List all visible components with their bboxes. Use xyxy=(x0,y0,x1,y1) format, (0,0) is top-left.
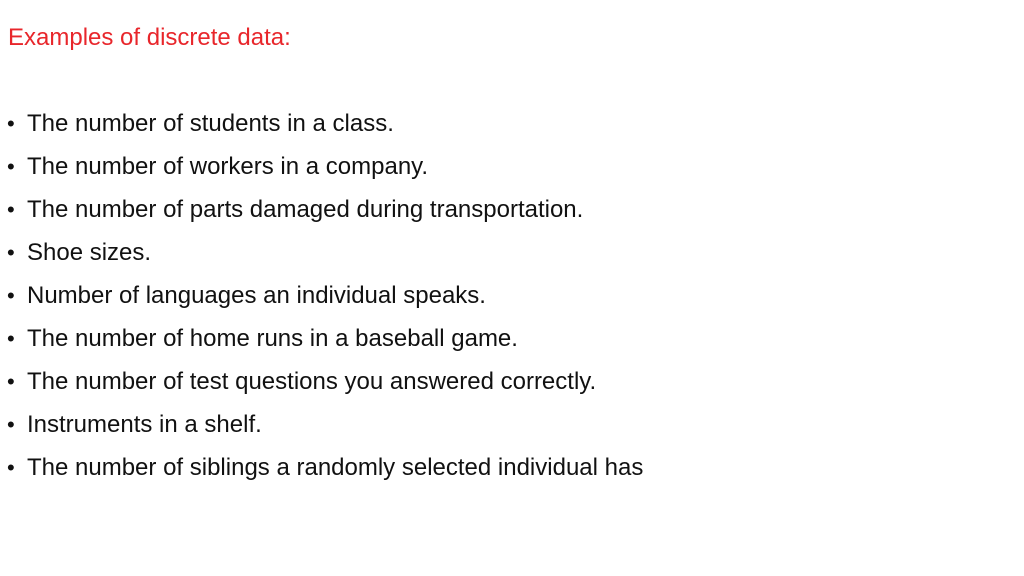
list-item xyxy=(7,275,643,318)
list-item-text: The number of test questions you answered correctly. xyxy=(27,367,597,395)
list-item-text: Shoe sizes. xyxy=(27,239,152,267)
list-item xyxy=(7,103,643,146)
bullet-icon: • xyxy=(7,197,15,223)
list-item xyxy=(7,146,643,189)
list-item xyxy=(7,189,643,232)
bullet-icon: • xyxy=(7,283,15,308)
list-item xyxy=(7,232,643,275)
list-item xyxy=(7,403,643,446)
list-item-text: Number of languages an individual speaks. xyxy=(27,282,486,309)
list-item-text: The number of siblings a randomly selected individual has xyxy=(27,453,644,481)
bullet-icon: • xyxy=(7,325,15,351)
bullet-icon: • xyxy=(7,454,15,480)
bullet-icon: • xyxy=(7,411,15,437)
list-item-text: The number of parts damaged during transportation. xyxy=(27,196,584,224)
list-item xyxy=(7,360,643,403)
list-item xyxy=(7,446,643,489)
list-item-text: The number of home runs in a baseball game. xyxy=(27,324,518,352)
list-item-text: The number of students in a class. xyxy=(27,110,394,138)
bullet-icon: • xyxy=(7,368,15,394)
list-item xyxy=(7,317,643,360)
list-item-text: Instruments in a shelf. xyxy=(27,410,262,438)
bullet-icon: • xyxy=(7,154,15,180)
slide-title: Examples of discrete data: xyxy=(8,24,291,51)
bullet-icon: • xyxy=(7,111,15,137)
bullet-icon: • xyxy=(7,240,15,266)
bullet-list xyxy=(7,103,643,489)
list-item-text: The number of workers in a company. xyxy=(27,153,429,181)
